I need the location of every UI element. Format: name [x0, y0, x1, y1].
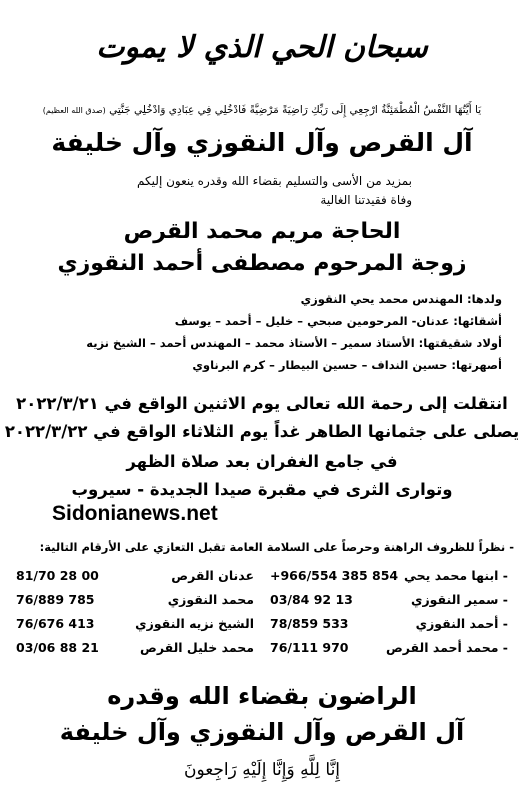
contact-name: محمد خليل القرص — [140, 639, 254, 655]
contact-cell — [8, 616, 262, 631]
verse-text: يَا أَيَّتُهَا النَّفْسُ الْمُطْمَئِنَّةُ ارْجِعِي إِلَى رَبِّكِ رَاضِيَةً مَرْضِيَّةً فَادْخُلِي فِي عِبَادِي وَادْخُلِي جَنَّتِي — [109, 104, 482, 116]
contact-name: - أحمد النقوزي — [415, 615, 508, 631]
contact-cell — [8, 640, 262, 655]
contact-name: محمد النقوزي — [167, 591, 254, 607]
contacts-table — [8, 563, 516, 659]
death-line: انتقلت إلى رحمة الله تعالى يوم الاثنين الواقع في ٢٠٢٢/٣/٢١ — [16, 394, 508, 413]
relative-line: أصهرتها: حسين النداف – حسين البيطار – كرم البرناوي — [192, 358, 502, 372]
contact-cell — [262, 616, 516, 631]
death-line: وتوارى الثرى في مقبرة صيدا الجديدة - سيروب — [71, 480, 453, 499]
contact-cell — [8, 568, 262, 583]
contact-row — [8, 563, 516, 587]
contact-phone: 03/84 92 13 — [270, 591, 353, 607]
deceased-name: الحاجة مريم محمد القرص — [123, 219, 401, 244]
closing-line-acceptance: الراضون بقضاء الله وقدره — [107, 682, 417, 710]
death-line: في جامع الغفران بعد صلاة الظهر — [126, 452, 398, 471]
contact-phone: 81/70 28 00 — [16, 567, 99, 583]
calligraphy-heading: سبحان الحي الذي لا يموت — [96, 30, 428, 65]
contact-name: عدنان القرص — [171, 567, 254, 583]
contact-phone: 76/676 413 — [16, 615, 95, 631]
contact-name: - سمير النقوزي — [410, 591, 508, 607]
contact-phone: 03/06 88 21 — [16, 639, 99, 655]
contact-phone: 76/889 785 — [16, 591, 95, 607]
contact-name: - محمد أحمد القرص — [385, 639, 508, 655]
condolence-notice: - نظراً للظروف الراهنة وحرصاً على السلامة العامة تقبل التعازي على الأرقام التالية: — [39, 540, 514, 554]
contact-phone: +966/554 385 854 — [270, 567, 399, 583]
contact-name: - ابنها محمد يحي — [404, 567, 508, 583]
death-line: يصلى على جثمانها الطاهر غداً يوم الثلاثاء الواقع في ٢٠٢٢/٣/٢٢ — [4, 422, 520, 441]
contact-cell — [262, 592, 516, 607]
relative-line: أولاد شقيقتها: الأستاذ سمير – الأستاذ محمد – المهندس أحمد – الشيخ نزيه — [86, 336, 502, 350]
contact-cell — [262, 640, 516, 655]
families-heading: آل القرص وآل النقوزي وآل خليفة — [51, 128, 473, 157]
intro-line: بمزيد من الأسى والتسليم بقضاء الله وقدره ينعون إليكم — [137, 174, 412, 188]
site-watermark: Sidonianews.net — [48, 502, 222, 526]
deceased-relation: زوجة المرحوم مصطفى أحمد النقوزي — [57, 251, 467, 276]
intro-line: وفاة فقيدتنا الغالية — [320, 193, 412, 207]
contact-row — [8, 635, 516, 659]
closing-line-verse: إِنَّا لِلَّهِ وَإِنَّا إِلَيْهِ رَاجِعونَ — [183, 760, 341, 780]
relative-line: ولدها: المهندس محمد يحي النقوزي — [300, 292, 502, 306]
relative-line: أشقائها: عدنان- المرحومين صبحي – خليل – أحمد – يوسف — [174, 314, 502, 328]
contact-cell — [8, 592, 262, 607]
closing-line-families: آل القرص وآل النقوزي وآل خليفة — [59, 718, 465, 746]
contact-row — [8, 611, 516, 635]
contact-cell — [262, 568, 516, 583]
contact-phone: 76/111 970 — [270, 639, 349, 655]
contact-name: الشيخ نزيه النقوزي — [135, 615, 254, 631]
verse-citation: (صدق الله العظيم) — [42, 106, 106, 115]
contact-row — [8, 587, 516, 611]
quran-verse — [8, 104, 516, 116]
contact-phone: 78/859 533 — [270, 615, 349, 631]
intro-text — [137, 172, 412, 210]
